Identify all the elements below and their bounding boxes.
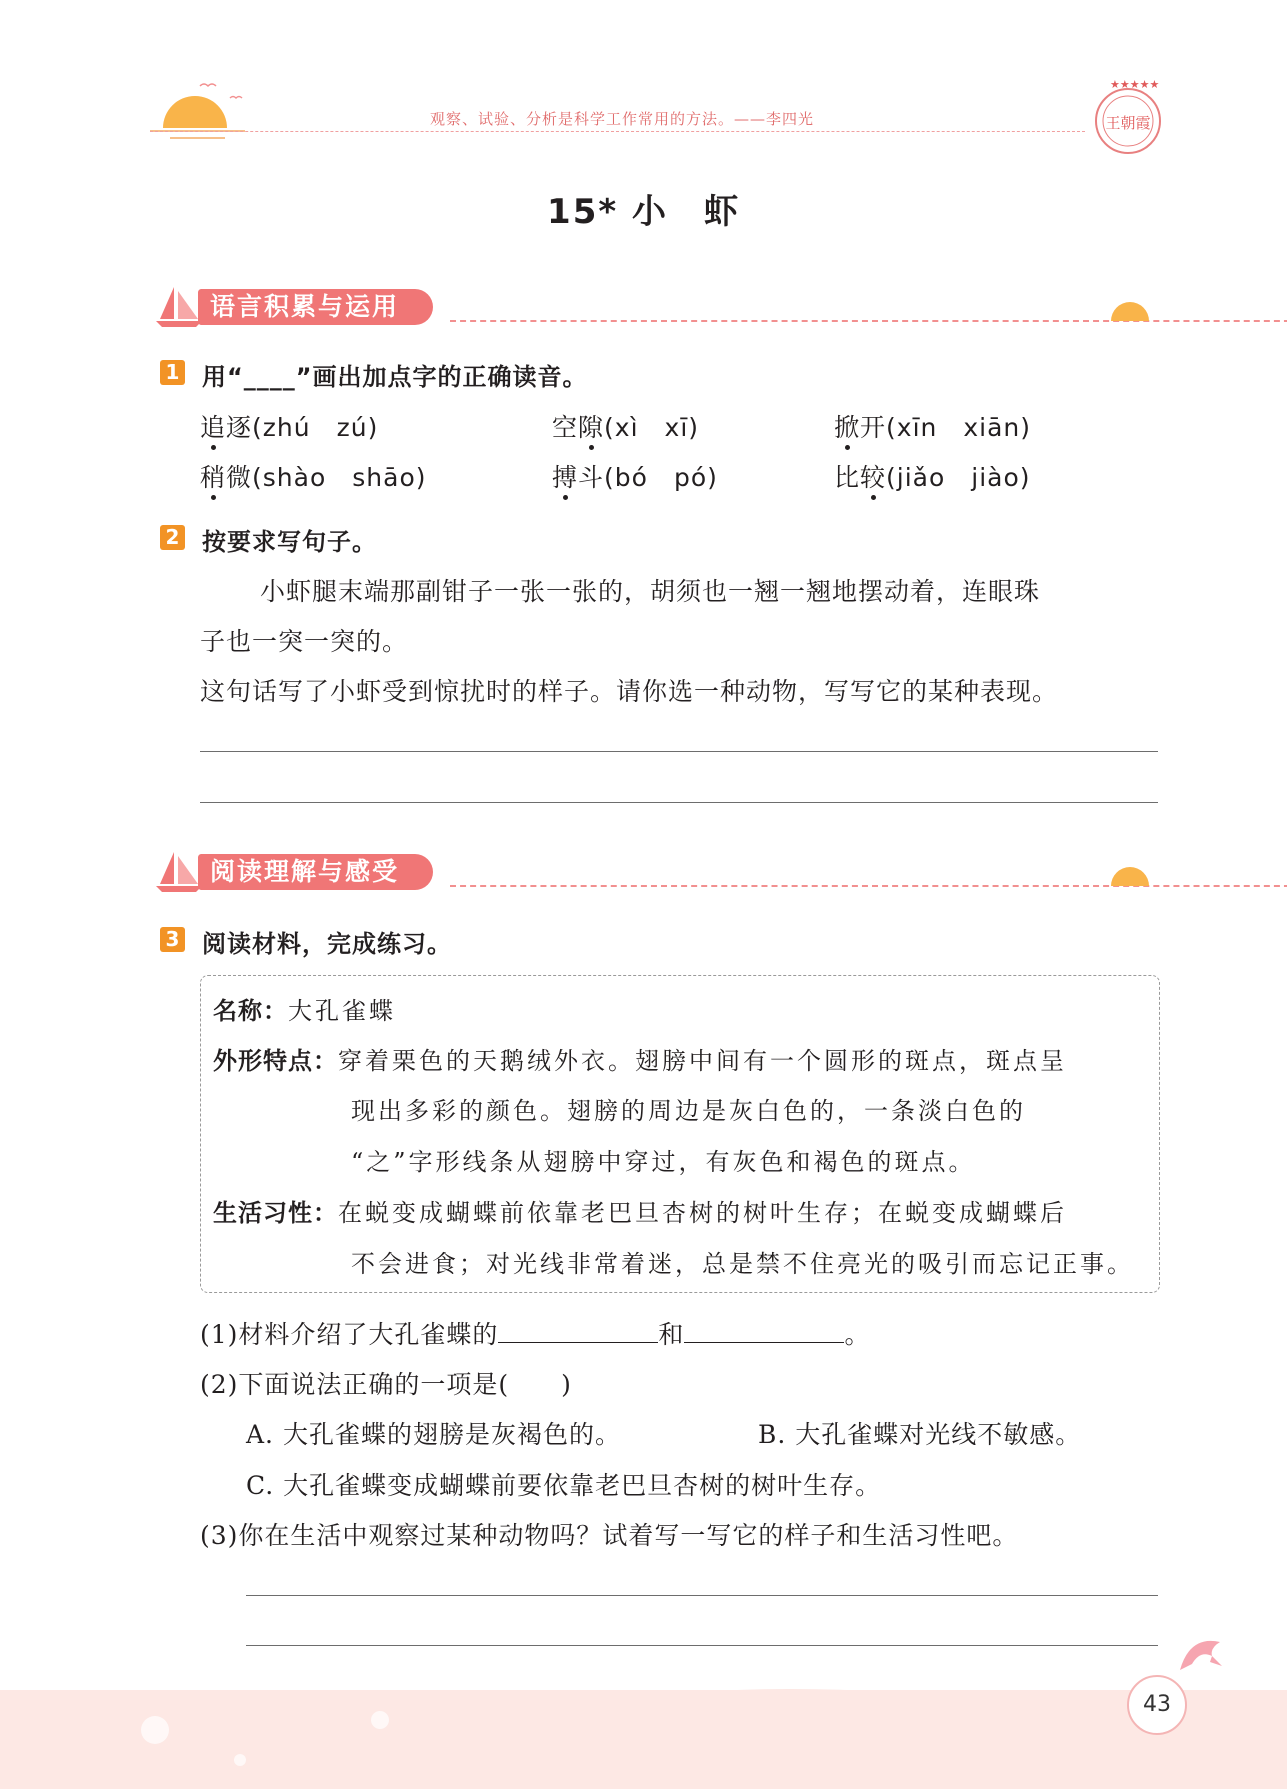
pinyin-options[interactable]: (xì xī) (604, 413, 700, 442)
fill-blank[interactable] (684, 1320, 844, 1343)
question-number: 1 (160, 360, 185, 385)
dotted-char: 掀 (834, 413, 861, 442)
section-dash-line (450, 320, 1287, 322)
svg-text:★★★★★: ★★★★★ (1110, 78, 1160, 91)
question-prompt: 用“____”画出加点字的正确读音。 (202, 363, 588, 391)
pinyin-options[interactable]: (bó pó) (604, 463, 718, 492)
dotted-char: 追 (200, 413, 227, 442)
material-shape-cont: 现出多彩的颜色。翅膀的周边是灰白色的，一条淡白色的 (351, 1097, 1026, 1125)
sailboat-icon (156, 850, 204, 894)
fill-blank[interactable] (498, 1320, 658, 1343)
lesson-title: 15* 小 虾 (547, 192, 740, 232)
pinyin-options[interactable]: (shào shāo) (252, 463, 427, 492)
answer-line[interactable] (246, 1595, 1158, 1596)
pinyin-item: 比较(jiǎo jiào) (834, 463, 1031, 492)
sub-question-3: (3)你在生活中观察过某种动物吗？试着写一写它的样子和生活习性吧。 (200, 1521, 1019, 1550)
section-dash-line (450, 885, 1287, 887)
pinyin-options[interactable]: (zhú zú) (252, 413, 379, 442)
sailboat-icon (156, 285, 204, 329)
passage-line: 小虾腿末端那副钳子一张一张的，胡须也一翘一翘地摆动着，连眼珠 (260, 577, 1041, 606)
answer-line[interactable] (246, 1645, 1158, 1646)
question-prompt: 阅读材料，完成练习。 (202, 930, 452, 958)
dotted-char: 稍 (200, 463, 227, 492)
header-divider (150, 131, 1085, 132)
section-banner-language (150, 285, 1160, 329)
section-banner-reading (150, 850, 1160, 894)
pinyin-options[interactable]: (xīn xiān) (886, 413, 1032, 442)
pinyin-item: 追逐(zhú zú) (200, 413, 379, 442)
answer-line[interactable] (200, 802, 1158, 803)
sun-icon (1105, 860, 1155, 890)
svg-text:王朝霞: 王朝霞 (1105, 114, 1151, 132)
section-title: 阅读理解与感受 (198, 854, 433, 890)
dotted-char: 搏 (552, 463, 579, 492)
material-shape-cont: “之”字形线条从翅膀中穿过，有灰色和褐色的斑点。 (351, 1148, 976, 1176)
option-a[interactable]: A. 大孔雀蝶的翅膀是灰褐色的。 (246, 1420, 621, 1449)
pinyin-item: 搏斗(bó pó) (552, 463, 718, 492)
bubble-decoration (120, 1700, 420, 1780)
pinyin-options[interactable]: (jiǎo jiào) (886, 463, 1031, 492)
question-number: 3 (160, 927, 185, 952)
pinyin-item: 空隙(xì xī) (552, 413, 700, 442)
answer-line[interactable] (200, 751, 1158, 752)
pinyin-item: 稍微(shào shāo) (200, 463, 427, 492)
sub-question-1: (1)材料介绍了大孔雀蝶的 和 。 (200, 1320, 871, 1349)
section-title: 语言积累与运用 (198, 289, 433, 325)
pinyin-item: 掀开(xīn xiān) (834, 413, 1032, 442)
sub-question-2[interactable]: (2)下面说法正确的一项是( ) (200, 1370, 572, 1399)
page-number: 43 (1127, 1675, 1187, 1735)
material-habit: 生活习性：在蜕变成蝴蝶前依靠老巴旦杏树的树叶生存；在蜕变成蝴蝶后 (213, 1199, 1067, 1227)
question-prompt: 按要求写句子。 (202, 528, 377, 556)
dotted-char: 隙 (578, 413, 605, 442)
material-name: 名称：大孔雀蝶 (213, 997, 396, 1025)
option-b[interactable]: B. 大孔雀蝶对光线不敏感。 (758, 1420, 1082, 1449)
dotted-char: 较 (860, 463, 887, 492)
option-c[interactable]: C. 大孔雀蝶变成蝴蝶前要依靠老巴旦杏树的树叶生存。 (246, 1471, 882, 1500)
task-instruction: 这句话写了小虾受到惊扰时的样子。请你选一种动物，写写它的某种表现。 (200, 677, 1059, 706)
sun-icon (1105, 295, 1155, 325)
material-shape: 外形特点：穿着栗色的天鹅绒外衣。翅膀中间有一个圆形的斑点，斑点呈 (213, 1047, 1067, 1075)
dolphin-icon (1170, 1630, 1230, 1690)
sunset-icon (145, 78, 255, 148)
teacher-stamp-logo (1088, 76, 1168, 156)
passage-line: 子也一突一突的。 (200, 627, 409, 656)
header-motto: 观察、试验、分析是科学工作常用的方法。——李四光 (430, 110, 815, 128)
material-habit-cont: 不会进食；对光线非常着迷，总是禁不住亮光的吸引而忘记正事。 (351, 1250, 1134, 1278)
question-number: 2 (160, 525, 185, 550)
